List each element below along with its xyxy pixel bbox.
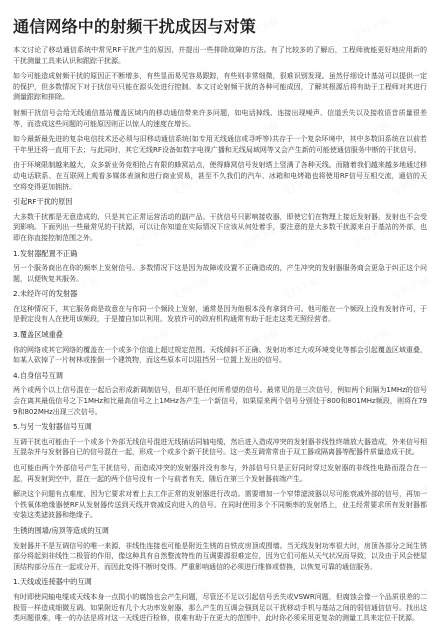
paragraph: 射频干扰信号会给无线通信基站覆盖区域内的移动通信带来许多问题，如电话掉线、连接出现噪声、信道丢失以及接收语音质量很差等，而造成这些问题的可能原因则正以惊人的速度在增长。 — [13, 108, 427, 128]
paragraph: 由于环境限制越来越大，众多新业务竞相抢占有限的蜂窝站点，使得蜂窝信号发射塔上竖满了各种天线。而随着我们越来越多地通过移动电话联系、在互联网上观看多媒体表演和进行商业贸易，甚至不久我们的汽车、冰箱和电烤箱也将使用RF信号互相交流，通信的天空将变得更加拥挤。 — [13, 161, 427, 191]
paragraph: 你的网络或其它网络的覆盖在一个或多个信道上超过规定范围。天线倾斜不正确、发射功率过大或环境变化等都会引起覆盖区域重叠，如某人砍掉了一片树林或推倒一个建筑物，而这些原本可以阻挡另一位置上发出的信号。 — [13, 345, 427, 365]
section-heading: 2.未经许可的发射器 — [13, 289, 78, 299]
page-title: 通信网络中的射频干扰成因与对策 — [13, 17, 257, 36]
paragraph: 发射器并不是互调信号的唯一来源，非线性连接也可能是附近生锈的自铁皮房顶或围墙。当无线发射功率很大时，房顶各部分之间生锈部分将起到非线性二极管的作用，像这种具有自然整流特性的互调要源很难定位，因为它们可能从天气状况而导致，以及由于风会使屋顶结构部分压在一起或分开，而因此变得不断时变得。严重影响通信的必须进行维修或替换，以恢复可靠的通信服务。 — [13, 541, 427, 571]
section-heading: 生锈的围墙/房顶等造成的互调 — [13, 525, 109, 535]
paragraph: 解决这个问题有点难度，因为它要求对着上去工作正常的发射器进行改动。需要增加一个窄带滤波器以尽可能衰减外部的信号，再加一个铁氧体绝缘器使RF从发射器传送到天线并衰减反向进入的信号。在同时使用多个不同频率的发射塔上，业主经常要求所有发射器都安装这类滤波器和绝缘子。 — [13, 490, 427, 520]
paragraph: 有时即使同轴电缆或天线本身一点损小的腐蚀也会产生问题，尽管还不足以引起信号丢失或VSWR问题，但腐蚀会像一个品质很差的二极管一样造成细微互调。如果附近有几个大功率发射器，那么产生的互调会强到足以干扰移动手机与基站之间的弱信通信信号。找出这类问题很难，唯一的办法是将对这一天线进行检修，很难有助于在更大的范围中，此时你必须采用更复杂的测量工具来定位干扰源。 — [13, 592, 427, 623]
paragraph: 另一个服务商出在你的频率上发射信号。多数情况下这是因为故障或设置不正确造成的，产生冲突的发射器服务商会更急于纠正这个问题，以便恢复其服务。 — [13, 264, 427, 283]
document-body — [13, 45, 427, 624]
section-heading: 4.自身信号互调 — [13, 370, 63, 380]
paragraph: 如今最新最先进的复杂电信技术还必须与旧移动通信系统(如专用无线通信或寻呼等)共存于一个复杂环境中，其中多数旧系统在以前若干年里还将一直用下去；与此同时，其它无线RF设备如数字电视广播和无线局域网等又会产生新的可能使通信服务中断的干扰信号。 — [13, 135, 427, 154]
paragraph: 两个或两个以上信号混在一起后会形成新调制信号，但却不是任何所希望的信号。最常见的是三次信号，例如两个间隔为1MHz的信号会在离其最低信号之下1MHz和比最高信号之上1MHz各产生一个新信号，如果原来两个信号分别处于800和801MHz频段，则将在799和802MHz出现三次信号。 — [13, 386, 427, 416]
paragraph: 大多数干扰都是无意造成的，只是其它正常运营活动的副产品。干扰信号只影响接收器，即使它们在物理上接近发射器，发射也不会受到影响。下面列出一些最常见的干扰源，可以让你知道在实际情况下应该从何处着手，要注意的是大多数干扰源来自于基站的外部，也即在你直接控制范围之外。 — [13, 212, 427, 242]
section-heading: 1.天线或连接器中的互调 — [13, 577, 92, 587]
paragraph: 在这种情况下，其它服务商是故意在与你同一个频段上发射，通常是因为他根本没有拿到许可。他可能在一个频段上没有发射许可，于是假定没有人在使用该频段，于是擅自加以利用。发放许可的政府机构通常有助于赶走这类无照经营者。 — [13, 304, 427, 324]
section-heading: 1.发射器配置不正确 — [13, 248, 78, 258]
paragraph: 也可能由两个外部信号产生干扰信号，而造成冲突的发射器并没有参与，外部信号只是正好同时穿过发射器的非线性电路而混合在一起，再发射到空中，混在一起的两个信号没有一个与前者有关，随后在第三个发射器前端产生。 — [13, 464, 427, 483]
section-heading: 3.覆盖区域重叠 — [13, 330, 63, 340]
paragraph: 如今可能造成射频干扰的原因正不断增多，有些显而易见容易跟踪，有些则非常细微，很难识别发现。虽然仔细设计基站可以提供一定的保护，但多数情况下对于扰信号只能在源头处进行控制。本文讨论射频干扰的各种可能成因，了解其根源后将有助于工程师对其进行测量跟踪和排除。 — [13, 72, 427, 102]
paragraph: 互调干扰也可能由于一个或多个外部无线信号混进无线插话同轴电缆，然后进入造成冲突的发射器非线性终端放大器造成，外来信号相互混杂并与发射器自已的信号混在一起，形成一个或多个新干扰信号。这一类互调常常由于双工器或隔离器等配器件质量造成干扰。 — [13, 437, 427, 457]
paragraph: 本文讨论了移动通信系统中常见RF干扰产生的原因，并提出一些排除故障的方法。有了比较多的了解后，工程师就能更好地应用新的干扰测量工具来认识和跟踪干扰源。 — [13, 46, 427, 65]
section-heading: 5.与另一发射器信号互调 — [13, 422, 92, 432]
section-heading: 引起RF干扰的原因 — [13, 197, 73, 207]
